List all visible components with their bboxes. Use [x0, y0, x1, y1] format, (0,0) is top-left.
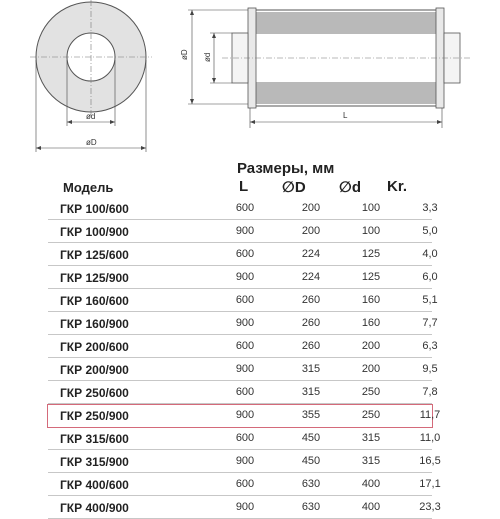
table-row [48, 313, 438, 335]
model-cell: ГКР 250/600 [60, 386, 129, 400]
inner-diameter-cell: 250 [361, 386, 381, 398]
model-cell: ГКР 100/600 [60, 202, 129, 216]
inner-diameter-cell: 100 [361, 202, 381, 214]
length-cell: 600 [235, 248, 255, 260]
row-divider [48, 449, 432, 450]
outer-diameter-cell: 260 [301, 317, 321, 329]
weight-cell: 9,5 [422, 363, 438, 375]
outer-diameter-cell: 224 [301, 248, 321, 260]
row-divider [48, 403, 432, 404]
outer-diameter-cell: 630 [301, 501, 321, 513]
inner-diameter-cell: 315 [361, 455, 381, 467]
length-cell: 600 [235, 386, 255, 398]
inner-diameter-cell: 100 [361, 225, 381, 237]
length-cell: 900 [235, 455, 255, 467]
table-row [48, 336, 438, 358]
front-outer-diameter-label: øD [86, 138, 97, 147]
model-cell: ГКР 200/600 [60, 340, 129, 354]
table-row [48, 382, 438, 404]
weight-cell: 5,1 [422, 294, 438, 306]
outer-diameter-cell: 450 [301, 455, 321, 467]
weight-cell: 4,0 [422, 248, 438, 260]
length-cell: 900 [235, 409, 255, 421]
row-divider [48, 495, 432, 496]
table-row [48, 198, 438, 220]
column-header-model: Модель [63, 180, 114, 195]
side-length-label: L [343, 111, 348, 120]
outer-diameter-cell: 630 [301, 478, 321, 490]
dimensions-group-header: Размеры, мм [237, 160, 335, 177]
outer-diameter-cell: 355 [301, 409, 321, 421]
row-divider [48, 219, 432, 220]
model-cell: ГКР 160/900 [60, 317, 129, 331]
length-cell: 600 [235, 478, 255, 490]
table-row [48, 428, 441, 450]
inner-diameter-cell: 200 [361, 363, 381, 375]
model-cell: ГКР 100/900 [60, 225, 129, 239]
model-cell: ГКР 400/600 [60, 478, 129, 492]
row-divider [48, 380, 432, 381]
weight-cell: 23,3 [419, 501, 441, 513]
weight-cell: 6,3 [422, 340, 438, 352]
dimensions-table [0, 160, 500, 515]
model-cell: ГКР 400/900 [60, 501, 129, 515]
row-divider [48, 242, 432, 243]
side-view [180, 8, 470, 128]
table-row [48, 497, 441, 519]
column-header-weight: Kr. [387, 178, 408, 195]
length-cell: 900 [235, 225, 255, 237]
table-row [48, 359, 438, 381]
model-cell: ГКР 160/600 [60, 294, 129, 308]
outer-diameter-cell: 260 [301, 340, 321, 352]
inner-diameter-cell: 125 [361, 248, 381, 260]
row-divider [48, 357, 432, 358]
weight-cell: 11,7 [419, 409, 441, 421]
length-cell: 600 [235, 432, 255, 444]
length-cell: 900 [235, 271, 255, 283]
table-row [48, 474, 441, 496]
length-cell: 600 [235, 294, 255, 306]
weight-cell: 11,0 [419, 432, 441, 444]
front-inner-diameter-label: ød [86, 112, 96, 121]
weight-cell: 5,0 [422, 225, 438, 237]
length-cell: 900 [235, 501, 255, 513]
inner-diameter-cell: 250 [361, 409, 381, 421]
front-view [30, 0, 152, 152]
weight-cell: 3,3 [422, 202, 438, 214]
row-divider [48, 334, 432, 335]
column-header-inner-diameter: ∅d [339, 179, 362, 196]
model-cell: ГКР 200/900 [60, 363, 129, 377]
weight-cell: 16,5 [419, 455, 441, 467]
outer-diameter-cell: 450 [301, 432, 321, 444]
weight-cell: 7,8 [422, 386, 438, 398]
table-row [48, 405, 441, 427]
inner-diameter-cell: 315 [361, 432, 381, 444]
outer-diameter-cell: 315 [301, 363, 321, 375]
inner-diameter-cell: 400 [361, 478, 381, 490]
side-outer-diameter-label: øD [180, 49, 189, 60]
table-row [48, 244, 438, 266]
outer-diameter-cell: 315 [301, 386, 321, 398]
length-cell: 600 [235, 202, 255, 214]
weight-cell: 7,7 [422, 317, 438, 329]
technical-drawing [0, 0, 500, 165]
model-cell: ГКР 315/600 [60, 432, 129, 446]
outer-diameter-cell: 224 [301, 271, 321, 283]
table-row [48, 221, 438, 243]
weight-cell: 17,1 [419, 478, 441, 490]
column-header-length: L [239, 178, 249, 195]
row-divider [48, 265, 432, 266]
outer-diameter-cell: 260 [301, 294, 321, 306]
weight-cell: 6,0 [422, 271, 438, 283]
row-divider [48, 288, 432, 289]
row-divider [48, 311, 432, 312]
model-cell: ГКР 250/900 [60, 409, 129, 423]
outer-diameter-cell: 200 [301, 225, 321, 237]
table-row [48, 267, 438, 289]
table-row [48, 451, 441, 473]
inner-diameter-cell: 200 [361, 340, 381, 352]
length-cell: 900 [235, 363, 255, 375]
row-divider [48, 472, 432, 473]
inner-diameter-cell: 125 [361, 271, 381, 283]
table-row [48, 290, 438, 312]
length-cell: 600 [235, 340, 255, 352]
outer-diameter-cell: 200 [301, 202, 321, 214]
model-cell: ГКР 125/900 [60, 271, 129, 285]
side-inner-diameter-label: ød [203, 52, 212, 62]
model-cell: ГКР 125/600 [60, 248, 129, 262]
length-cell: 900 [235, 317, 255, 329]
inner-diameter-cell: 160 [361, 317, 381, 329]
inner-diameter-cell: 160 [361, 294, 381, 306]
model-cell: ГКР 315/900 [60, 455, 129, 469]
inner-diameter-cell: 400 [361, 501, 381, 513]
column-header-outer-diameter: ∅D [282, 179, 306, 196]
